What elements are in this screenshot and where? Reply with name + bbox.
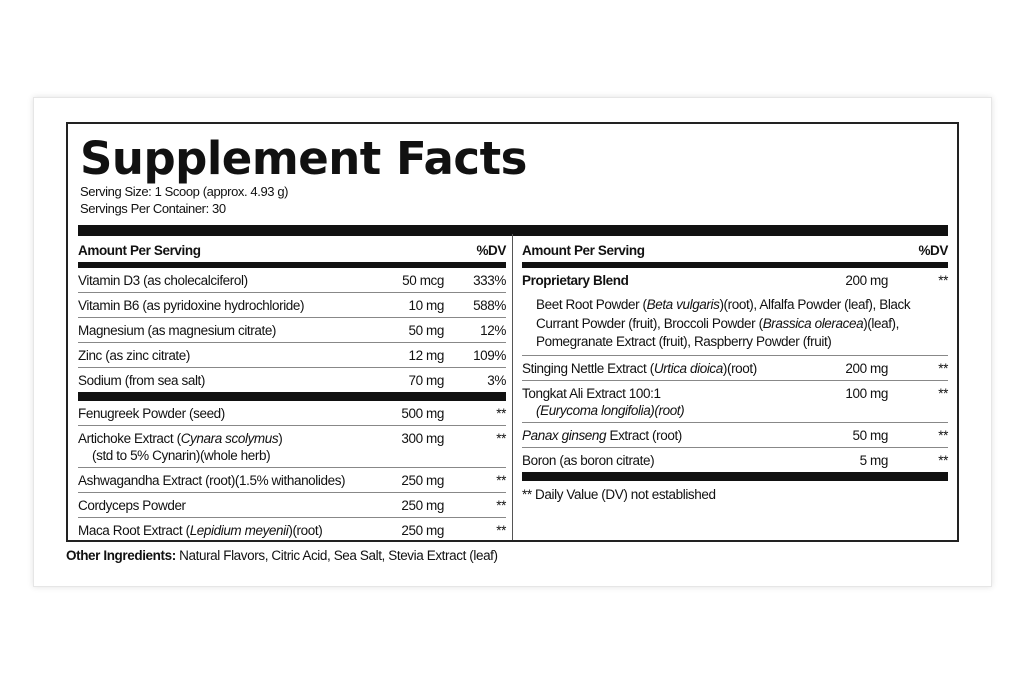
nutrient-dv: 3% [487, 373, 506, 388]
nutrient-subtext [78, 447, 364, 464]
nutrient-dv: 12% [480, 323, 506, 338]
text-segment: )(leaf), Pomegranate Extract (fruit), Raspberry Powder (fruit) [536, 315, 900, 349]
nutrient-row [78, 468, 506, 493]
text-segment: Artichoke Extract ( [78, 431, 181, 446]
nutrient-row [78, 368, 506, 401]
nutrient-row [522, 268, 948, 292]
nutrient-amount: 10 mg [408, 298, 444, 313]
text-segment: Cordyceps Powder [78, 498, 186, 513]
text-segment: (std to 5% Cynarin)(whole herb) [92, 448, 271, 463]
nutrient-dv: 333% [473, 273, 506, 288]
text-segment: Magnesium (as magnesium citrate) [78, 323, 277, 338]
nutrient-dv: ** [496, 406, 506, 421]
supplement-facts-panel [66, 122, 959, 542]
text-segment: )(root), Alfalfa Powder (leaf), Black Currant Powder (fruit), Broccoli Powder ( [536, 297, 911, 331]
column-header [522, 238, 948, 268]
nutrient-row [522, 381, 948, 423]
other-ingredients [66, 548, 498, 563]
footnote: ** Daily Value (DV) not established [522, 486, 716, 502]
nutrient-name [522, 427, 788, 444]
text-segment: Tongkat Ali Extract 100:1 [522, 385, 661, 401]
nutrient-name [78, 497, 364, 514]
text-segment: Vitamin B6 (as pyridoxine hydrochloride) [78, 298, 305, 313]
servings-per-container: Servings Per Container: 30 [80, 201, 226, 216]
text-segment: (Eurycoma longifolia)(root) [536, 402, 685, 418]
nutrient-amount: 50 mg [408, 323, 444, 338]
nutrient-row [78, 293, 506, 318]
text-segment: ) [278, 431, 283, 446]
nutrient-row [78, 268, 506, 293]
nutrient-name [522, 360, 788, 377]
nutrient-name [78, 372, 364, 389]
text-segment: Brassica oleracea [762, 315, 864, 331]
text-segment: Sodium (from sea salt) [78, 373, 205, 388]
nutrient-name [78, 522, 364, 539]
text-segment: Boron (as boron citrate) [522, 452, 655, 468]
nutrient-row [78, 493, 506, 518]
column-divider [512, 234, 513, 540]
text-segment: Panax ginseng [522, 427, 607, 443]
text-segment: Ashwagandha Extract (root)(1.5% withanolides) [78, 473, 346, 488]
other-ingredients-value: Natural Flavors, Citric Acid, Sea Salt, Stevia Extract (leaf) [175, 548, 498, 563]
nutrient-name [78, 322, 364, 339]
nutrient-amount: 50 mg [852, 427, 888, 443]
nutrient-row [78, 426, 506, 468]
text-segment: Urtica dioica [653, 360, 723, 376]
nutrient-dv: ** [938, 360, 948, 376]
text-segment: Zinc (as zinc citrate) [78, 348, 190, 363]
nutrient-row [78, 401, 506, 426]
text-segment: Maca Root Extract ( [78, 523, 190, 538]
nutrient-name [522, 452, 788, 469]
left-column [78, 238, 506, 542]
panel-title: Supplement Facts [80, 132, 527, 185]
text-segment: )(root) [288, 523, 323, 538]
nutrient-name [78, 272, 364, 289]
nutrient-amount: 100 mg [845, 385, 888, 401]
blend-ingredients [522, 292, 948, 356]
nutrient-amount: 50 mcg [402, 273, 444, 288]
nutrient-amount: 250 mg [401, 473, 444, 488]
text-segment: Proprietary Blend [522, 273, 629, 288]
nutrient-amount: 500 mg [401, 406, 444, 421]
text-segment: Stinging Nettle Extract ( [522, 360, 654, 376]
thick-divider [78, 225, 948, 236]
nutrient-amount: 200 mg [845, 273, 888, 288]
column-header [78, 238, 506, 268]
dv-header: %DV [476, 242, 506, 258]
nutrient-dv: ** [496, 498, 506, 513]
nutrient-dv: ** [938, 385, 948, 401]
nutrient-name [78, 297, 364, 314]
nutrient-name [522, 385, 788, 419]
nutrient-row [522, 448, 948, 481]
nutrient-name [78, 347, 364, 364]
nutrient-amount: 12 mg [408, 348, 444, 363]
nutrient-name [522, 272, 788, 289]
nutrient-amount: 300 mg [401, 431, 444, 446]
amount-per-serving-header: Amount Per Serving [78, 242, 201, 258]
nutrient-amount: 5 mg [859, 452, 888, 468]
nutrient-subtext [522, 402, 788, 419]
text-segment: Extract (root) [606, 427, 682, 443]
nutrient-amount: 250 mg [401, 523, 444, 538]
nutrient-row [522, 356, 948, 381]
nutrient-name [78, 405, 364, 422]
nutrient-dv: ** [496, 473, 506, 488]
nutrient-amount: 70 mg [408, 373, 444, 388]
dv-header: %DV [918, 242, 948, 258]
nutrient-row [78, 518, 506, 542]
text-segment: )(root) [722, 360, 757, 376]
nutrient-amount: 200 mg [845, 360, 888, 376]
text-segment: Fenugreek Powder (seed) [78, 406, 225, 421]
text-segment: Beet Root Powder ( [536, 297, 647, 312]
nutrient-name [78, 472, 364, 489]
nutrient-row [522, 423, 948, 448]
text-segment: Cynara scolymus [180, 431, 279, 446]
serving-size: Serving Size: 1 Scoop (approx. 4.93 g) [80, 184, 289, 199]
nutrient-row [78, 343, 506, 368]
nutrient-row [78, 318, 506, 343]
nutrient-dv: ** [938, 452, 948, 468]
nutrient-amount: 250 mg [401, 498, 444, 513]
other-ingredients-label: Other Ingredients: [66, 548, 176, 563]
nutrient-dv: ** [496, 431, 506, 446]
nutrient-dv: ** [938, 427, 948, 443]
nutrient-dv: ** [938, 273, 948, 288]
nutrient-dv: ** [496, 523, 506, 538]
nutrient-dv: 588% [473, 298, 506, 313]
text-segment: Beta vulgaris [646, 297, 720, 312]
nutrient-name [78, 430, 364, 464]
nutrient-dv: 109% [473, 348, 506, 363]
amount-per-serving-header: Amount Per Serving [522, 242, 645, 258]
right-column [522, 238, 948, 502]
text-segment: Vitamin D3 (as cholecalciferol) [78, 273, 248, 288]
text-segment: Lepidium meyenii [189, 523, 289, 538]
